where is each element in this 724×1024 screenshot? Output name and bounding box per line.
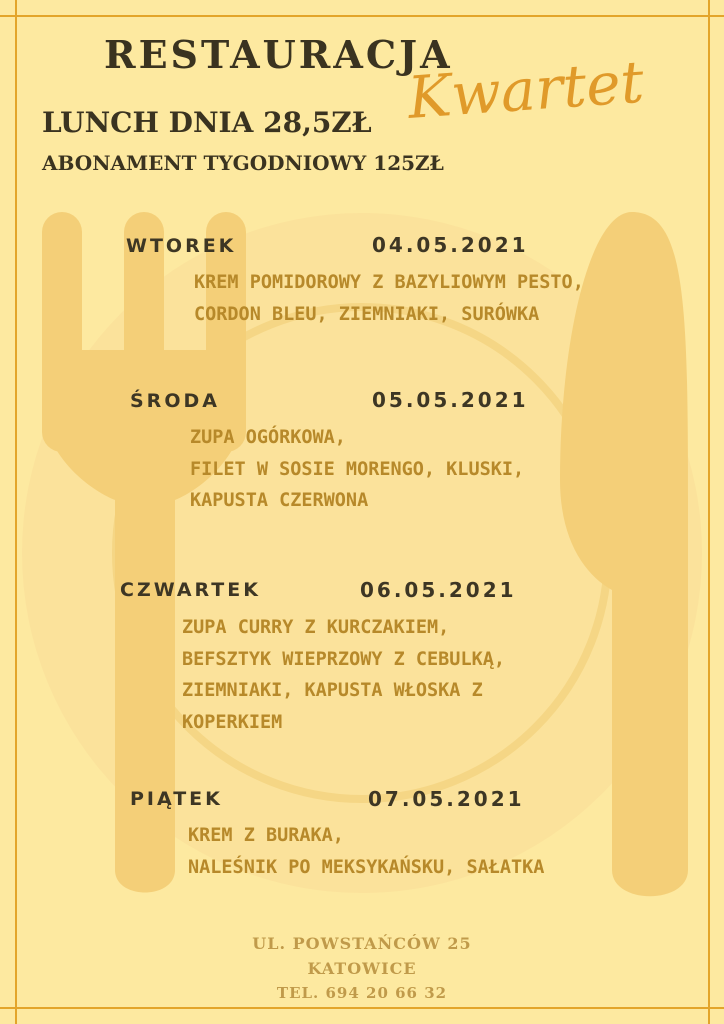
dish-item: ZUPA OGÓRKOWA, <box>190 427 346 448</box>
footer-city: KATOWICE <box>307 959 417 978</box>
day-name: PIĄTEK <box>130 788 223 810</box>
day-date: 06.05.2021 <box>360 578 517 602</box>
dish-list <box>188 820 544 883</box>
footer-address: UL. POWSTAŃCÓW 25 <box>252 934 472 953</box>
dish-item: KAPUSTA CZERWONA <box>190 490 369 511</box>
dish-item: KOPERKIEM <box>182 711 283 733</box>
weekly-subscription-price: ABONAMENT TYGODNIOWY 125ZŁ <box>42 151 444 175</box>
day-name: CZWARTEK <box>120 579 261 601</box>
lunch-price: LUNCH DNIA 28,5ZŁ <box>42 106 372 139</box>
day-name: WTOREK <box>126 235 237 257</box>
footer-phone: TEL. 694 20 66 32 <box>276 984 448 1002</box>
dish-item: ZUPA CURRY Z KURCZAKIEM, <box>182 617 450 638</box>
dish-list <box>190 422 524 517</box>
dish-item: KREM POMIDOROWY Z BAZYLIOWYM PESTO, <box>194 272 584 293</box>
dish-item: FILET W SOSIE MORENGO, KLUSKI, <box>190 458 525 480</box>
brand-logo-text: Kwartet <box>405 47 647 132</box>
dish-item: NALEŚNIK PO MEKSYKAŃSKU, SAŁATKA <box>188 856 545 878</box>
day-date: 04.05.2021 <box>372 233 529 257</box>
restaurant-title: RESTAURACJA <box>104 32 453 77</box>
dish-item: ZIEMNIAKI, KAPUSTA WŁOSKA Z <box>182 680 483 701</box>
day-date: 07.05.2021 <box>368 787 525 811</box>
dish-list <box>182 612 505 738</box>
day-date: 05.05.2021 <box>372 388 529 412</box>
dish-item: BEFSZTYK WIEPRZOWY Z CEBULKĄ, <box>182 648 506 670</box>
dish-item: KREM Z BURAKA, <box>188 825 344 846</box>
dish-item: CORDON BLEU, ZIEMNIAKI, SURÓWKA <box>194 303 540 325</box>
day-name: ŚRODA <box>130 390 220 412</box>
dish-list <box>194 267 584 330</box>
